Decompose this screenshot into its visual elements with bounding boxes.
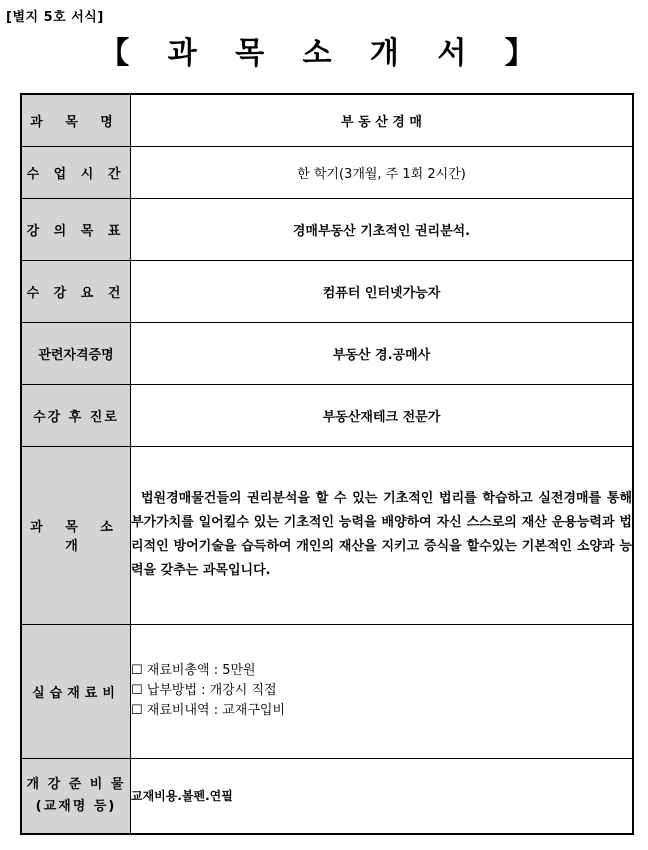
label-materials: 실습재료비	[21, 624, 131, 758]
value-lecture-goal: 경매부동산 기초적인 권리분석.	[131, 198, 634, 260]
materials-details: ☐ 재료비내역 : 교재구입비	[131, 703, 286, 718]
label-career-path: 수강 후 진로	[21, 384, 131, 446]
label-class-hours: 수 업 시 간	[21, 146, 131, 198]
materials-payment-method: ☐ 납부방법 : 개강시 직접	[131, 683, 277, 698]
value-course-name: 부 동 산 경 매	[131, 94, 634, 146]
course-intro-text: 법원경매물건들의 권리분석을 할 수 있는 기초적인 법리를 학습하고 실전경매를 통해 부가가치를 일어킬수 있는 기초적인 능력을 배양하여 자신 스스로의 재산 운용능력과 법리적인 방어기술을 습득하여 개인의 재산을 지키고 증식을 할수있는 기본적인 소양과 능력을 갖추는 과목입니다.	[131, 491, 632, 578]
row-course-intro	[21, 446, 633, 624]
label-lecture-goal: 강 의 목 표	[21, 198, 131, 260]
row-career-path	[21, 384, 633, 446]
value-career-path: 부동산재테크 전문가	[131, 384, 634, 446]
row-requirements	[21, 260, 633, 322]
label-requirements: 수 강 요 건	[21, 260, 131, 322]
course-intro-table	[20, 93, 634, 835]
row-materials	[21, 624, 633, 758]
materials-list	[131, 624, 634, 758]
row-preparations	[21, 758, 633, 834]
materials-total: ☐ 재료비총액 : 5만원	[131, 663, 256, 678]
label-preparations-line1: 개 강 준 비 물	[26, 776, 126, 792]
label-course-intro: 과 목 소 개	[21, 446, 131, 624]
document-title: 【 과 목 소 개 서 】	[99, 36, 549, 71]
value-class-hours: 한 학기(3개월, 주 1회 2시간)	[131, 146, 634, 198]
label-preparations	[21, 758, 131, 834]
value-certification: 부동산 경.공매사	[131, 322, 634, 384]
label-certification: 관련자격증명	[21, 322, 131, 384]
row-certification	[21, 322, 633, 384]
label-course-name: 과 목 명	[21, 94, 131, 146]
value-course-intro	[131, 446, 634, 624]
form-number-label: [별지 5호 서식]	[6, 10, 104, 25]
row-lecture-goal	[21, 198, 633, 260]
value-requirements: 컴퓨터 인터넷가능자	[131, 260, 634, 322]
value-preparations: 교재비용.볼펜.연필	[131, 758, 634, 834]
row-course-name	[21, 94, 633, 146]
row-class-hours	[21, 146, 633, 198]
label-preparations-line2: (교재명 등)	[35, 798, 117, 814]
